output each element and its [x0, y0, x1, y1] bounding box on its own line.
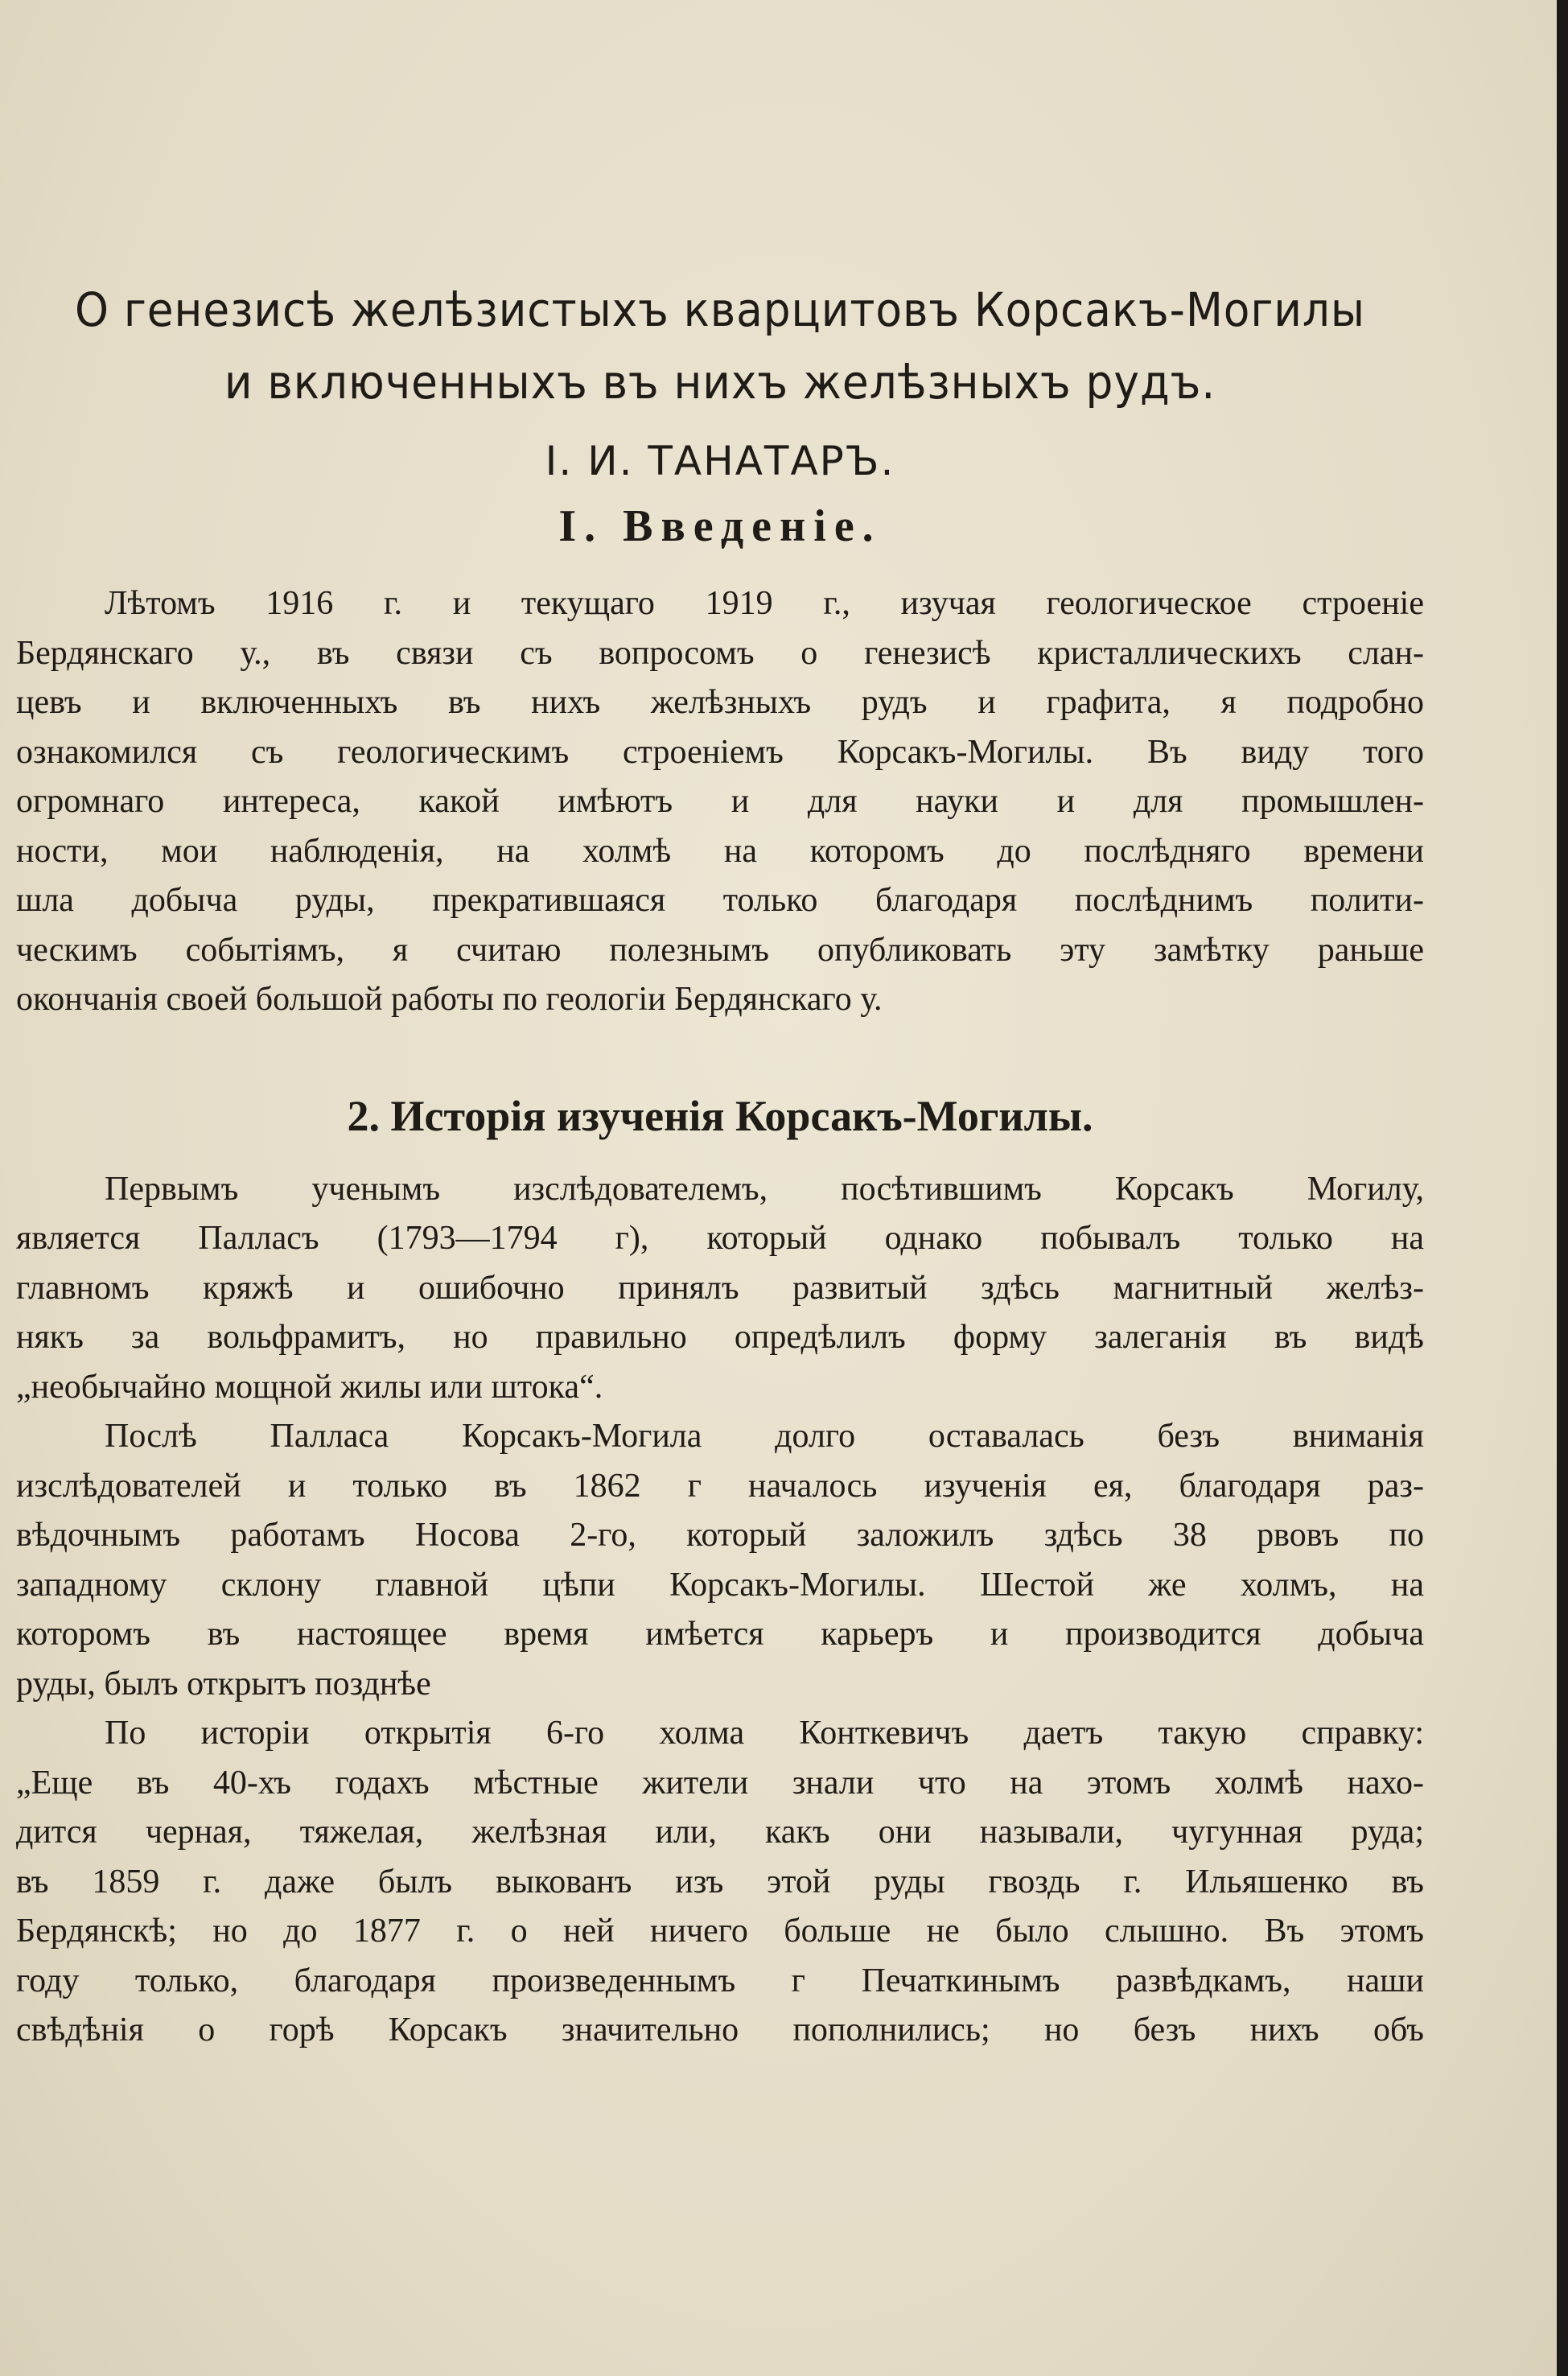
text-line: изслѣдователей и только въ 1862 г началось изученія ея, благодаря раз-: [16, 1467, 1424, 1505]
paragraph-history-3: [16, 1709, 1424, 2056]
text-line: огромнаго интереса, какой имѣютъ и для науки и для промышлен-: [16, 783, 1424, 820]
text-line: году только, благодаря произведеннымъ г Печаткинымъ развѣдкамъ, наши: [16, 1962, 1424, 1999]
text-line: западному склону главной цѣпи Корсакъ-Могилы. Шестой же холмъ, на: [16, 1566, 1424, 1604]
text-line: ческимъ событіямъ, я считаю полезнымъ опубликовать эту замѣтку раньше: [16, 931, 1424, 969]
paragraph-history-2: [16, 1412, 1424, 1709]
text-line: является Палласъ (1793—1794 г), который однако побывалъ только на: [16, 1220, 1424, 1257]
section-heading-introduction: I. Введеніе.: [558, 501, 882, 551]
text-line: цевъ и включенныхъ въ нихъ желѣзныхъ рудъ и графита, я подробно: [16, 684, 1424, 721]
text-line: Первымъ ученымъ изслѣдователемъ, посѣтившимъ Корсакъ Могилу,: [105, 1170, 1424, 1208]
text-line: „Еще въ 40-хъ годахъ мѣстные жители знали что на этомъ холмѣ нахо-: [16, 1764, 1424, 1802]
text-line: главномъ кряжѣ и ошибочно принялъ развитый здѣсь магнитный желѣз-: [16, 1269, 1424, 1307]
text-line: въ 1859 г. даже былъ выкованъ изъ этой руды гвоздь г. Ильяшенко въ: [16, 1863, 1424, 1900]
text-line: „необычайно мощной жилы или штока“.: [16, 1368, 603, 1406]
text-line: ознакомился съ геологическимъ строеніемъ Корсакъ-Могилы. Въ виду того: [16, 733, 1424, 771]
text-line: дится черная, тяжелая, желѣзная или, какъ они называли, чугунная руда;: [16, 1814, 1424, 1851]
title-line: О генезисѣ желѣзистыхъ кварцитовъ Корсакъ-Могилы: [75, 282, 1365, 337]
paragraph-history-1: [16, 1165, 1424, 1413]
page-edge-shadow: [1557, 0, 1568, 2376]
article-title: [72, 274, 1368, 418]
text-line: которомъ въ настоящее время имѣется карьеръ и производится добыча: [16, 1616, 1424, 1653]
text-line: руды, былъ открытъ позднѣе: [16, 1665, 431, 1703]
text-line: окончанія своей большой работы по геологіи Бердянскаго у.: [16, 981, 883, 1018]
text-line: вѣдочнымъ работамъ Носова 2-го, который заложилъ здѣсь 38 рвовъ по: [16, 1517, 1424, 1554]
text-line: Бердянскѣ; но до 1877 г. о ней ничего больше не было слышно. Въ этомъ: [16, 1913, 1424, 1950]
article-page: [16, 274, 1424, 2056]
text-line: някъ за вольфрамитъ, но правильно опредѣлилъ форму залеганія въ видѣ: [16, 1319, 1424, 1356]
paragraph-introduction: [16, 579, 1424, 1025]
text-line: По исторіи открытія 6-го холма Конткевичъ даетъ такую справку:: [105, 1715, 1424, 1752]
text-line: свѣдѣнія о горѣ Корсакъ значительно пополнились; но безъ нихъ объ: [16, 2012, 1424, 2049]
text-line: Лѣтомъ 1916 г. и текущаго 1919 г., изучая геологическое строеніе: [105, 585, 1424, 622]
section-heading-history: 2. Исторія изученія Корсакъ-Могилы.: [347, 1091, 1093, 1140]
text-line: Бердянскаго у., въ связи съ вопросомъ о генезисѣ кристаллическихъ слан-: [16, 634, 1424, 672]
author-name: I. И. ТАНАТАРЪ.: [545, 438, 895, 484]
text-line: Послѣ Палласа Корсакъ-Могила долго оставалась безъ вниманія: [105, 1418, 1424, 1455]
text-line: шла добыча руды, прекратившаяся только благодаря послѣднимъ полити-: [16, 882, 1424, 919]
title-line: и включенныхъ въ нихъ желѣзныхъ рудъ.: [224, 355, 1216, 410]
text-line: ности, мои наблюденія, на холмѣ на которомъ до послѣдняго времени: [16, 832, 1424, 870]
